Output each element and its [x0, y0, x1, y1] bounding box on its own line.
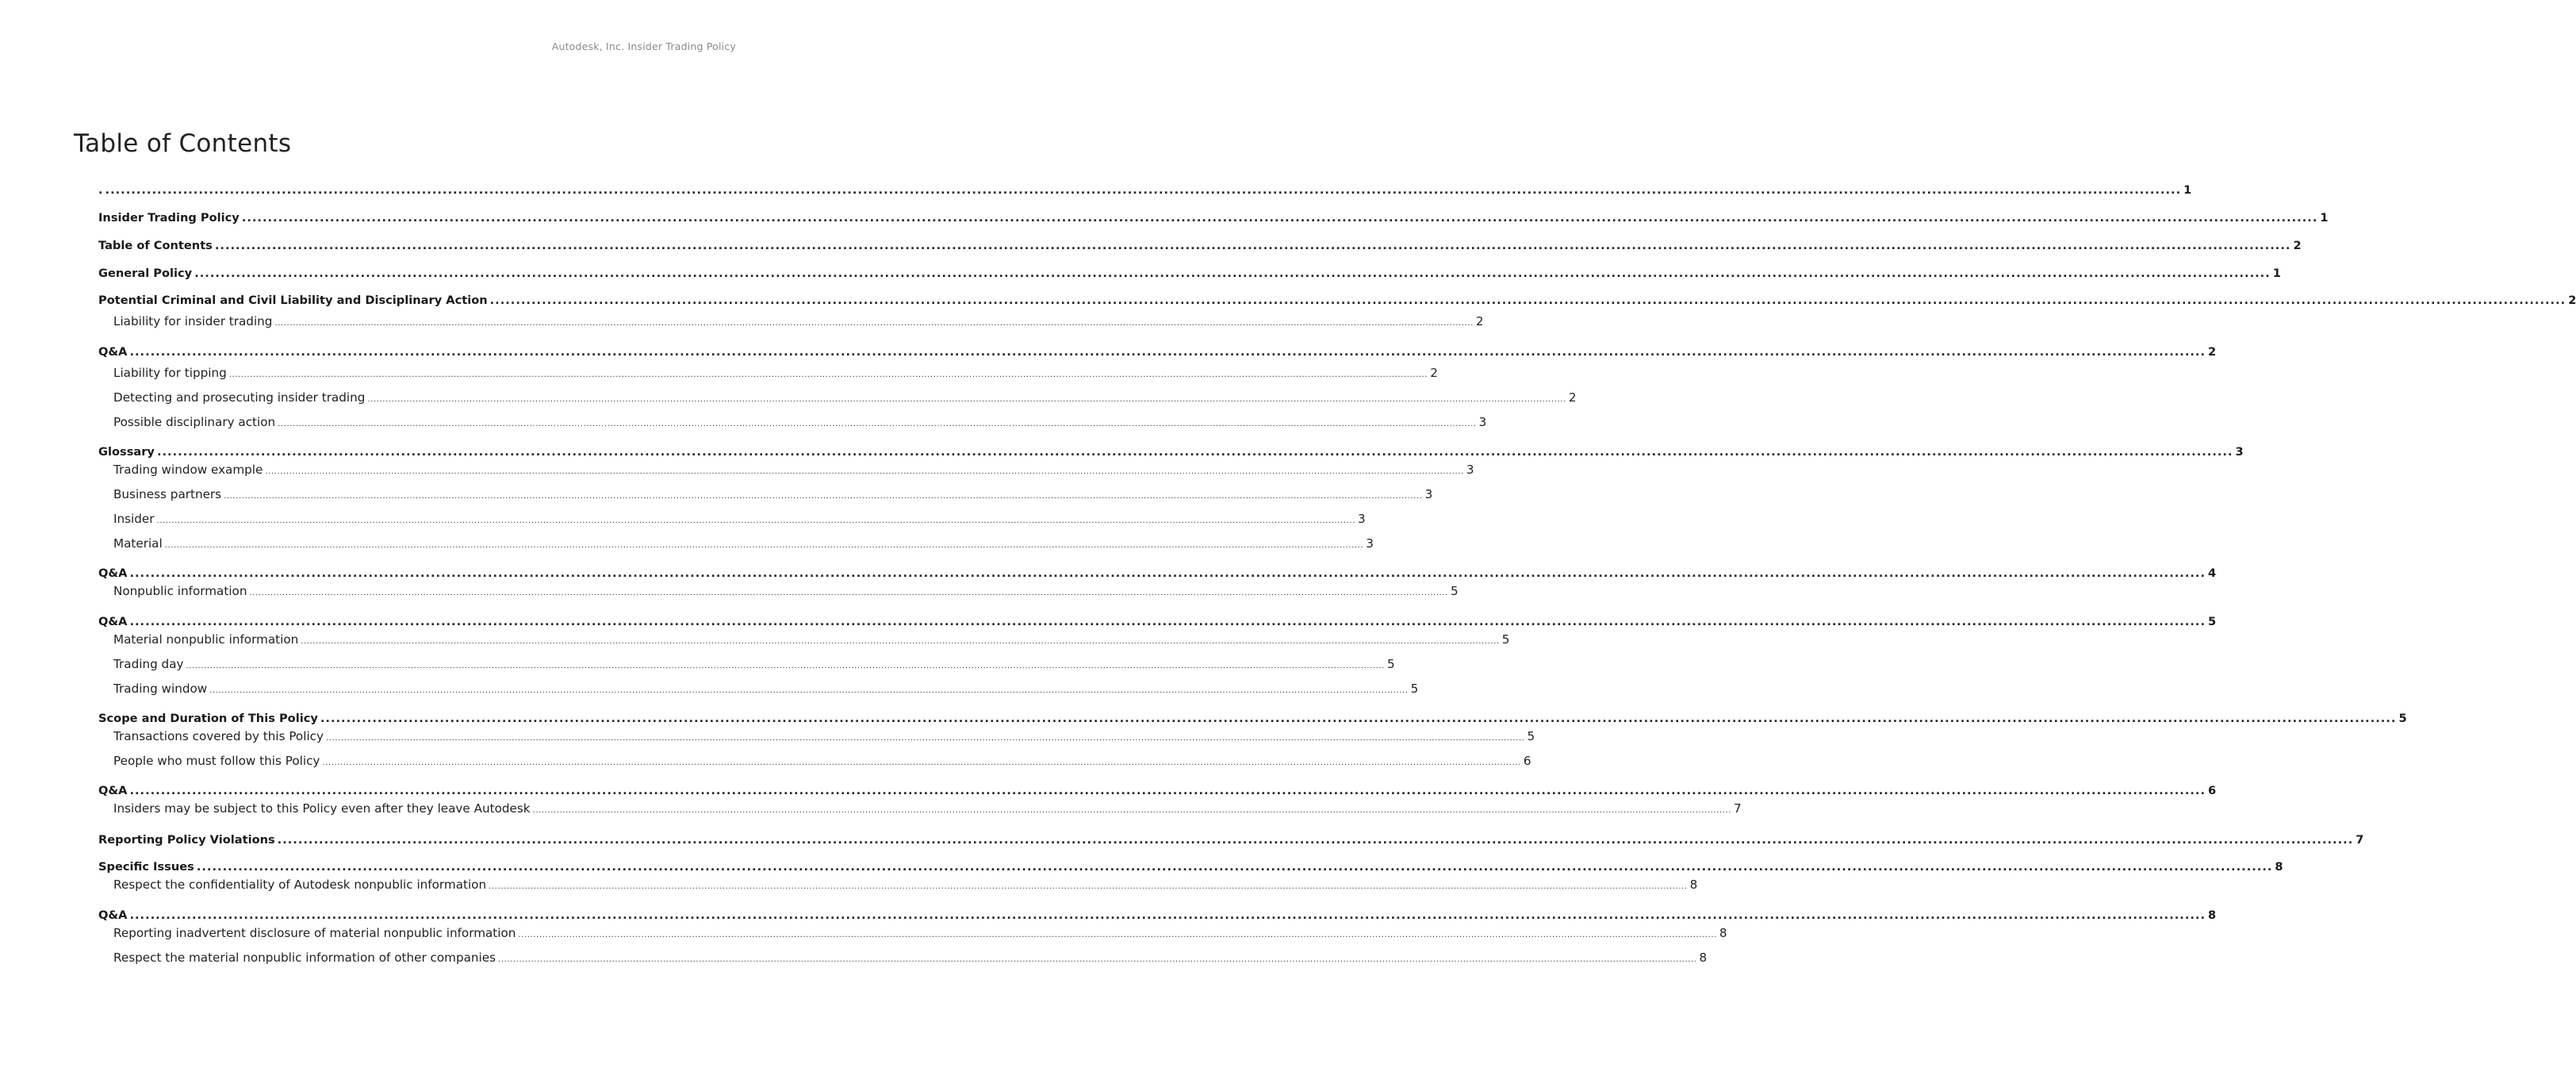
toc-subentry[interactable]	[98, 875, 1698, 897]
toc-entry-title: Glossary	[98, 445, 155, 459]
toc-subentry[interactable]	[98, 799, 1742, 820]
toc-leader-dots: ................................................................................................................................................................................................................................................................................................................................................................................................................	[156, 445, 2233, 459]
toc-leader-dots: ................................................................................................................................................................................................................................................................................................................................................................................................................	[532, 806, 1732, 815]
toc-leader-dots: ................................................................................................................................................................................................................................................................................................................................................................................................................	[129, 345, 2206, 359]
toc-heading-entry[interactable]	[98, 182, 2192, 198]
toc-entry-title: Table of Contents	[98, 239, 213, 252]
toc-page-number: 2	[1430, 366, 1438, 380]
toc-entry-title: Specific Issues	[98, 860, 194, 874]
toc-leader-dots: ................................................................................................................................................................................................................................................................................................................................................................................................................	[129, 615, 2206, 628]
toc-leader-dots: ................................................................................................................................................................................................................................................................................................................................................................................................................	[301, 637, 1500, 646]
toc-entry-title: Q&A	[98, 908, 128, 922]
toc-page-number: 3	[1357, 512, 1366, 526]
toc-leader-dots: ................................................................................................................................................................................................................................................................................................................................................................................................................	[224, 492, 1423, 501]
toc-entry-title: Reporting Policy Violations	[98, 833, 275, 847]
toc-page-number: 8	[1699, 951, 1708, 965]
toc-page-number: 5	[2398, 712, 2407, 725]
toc-subentry[interactable]	[98, 924, 1727, 945]
toc-page-number: 5	[1386, 657, 1395, 671]
toc-heading-entry[interactable]	[98, 908, 2217, 924]
toc-page-number: 8	[1719, 926, 1727, 940]
toc-page-number: 6	[2208, 784, 2217, 797]
toc-leader-dots: ................................................................................................................................................................................................................................................................................................................................................................................................................	[278, 420, 1477, 428]
toc-page-number: 2	[1568, 390, 1577, 405]
toc-heading-entry[interactable]	[98, 238, 2302, 254]
toc-page-number: 5	[2208, 615, 2217, 628]
toc-subentry[interactable]	[98, 655, 1395, 676]
toc-subentry[interactable]	[98, 948, 1708, 970]
toc-entry-title: Nonpublic information	[113, 584, 247, 598]
toc-leader-dots: ................................................................................................................................................................................................................................................................................................................................................................................................................	[249, 589, 1448, 597]
toc-page-number: 3	[2235, 445, 2244, 459]
toc-heading-entry[interactable]	[98, 859, 2283, 875]
toc-entry-title: Respect the confidentiality of Autodesk nonpublic information	[113, 878, 487, 892]
toc-heading-entry[interactable]	[98, 293, 2576, 309]
toc-page-number: 5	[1527, 729, 1535, 743]
toc-leader-dots: ................................................................................................................................................................................................................................................................................................................................................................................................................	[129, 908, 2206, 922]
toc-heading-entry[interactable]	[98, 783, 2217, 799]
toc-page-number: 2	[1475, 314, 1484, 328]
table-of-contents	[98, 182, 2576, 970]
toc-page-number: 3	[1366, 536, 1374, 551]
toc-leader-dots: ................................................................................................................................................................................................................................................................................................................................................................................................................	[367, 395, 1566, 404]
toc-leader-dots: ................................................................................................................................................................................................................................................................................................................................................................................................................	[228, 371, 1428, 379]
toc-entry-title: Trading window example	[113, 463, 263, 477]
toc-page-number: 5	[1501, 632, 1510, 647]
toc-leader-dots: ................................................................................................................................................................................................................................................................................................................................................................................................................	[241, 211, 2318, 225]
toc-leader-dots: ................................................................................................................................................................................................................................................................................................................................................................................................................	[194, 267, 2271, 280]
toc-entry-title: Q&A	[98, 784, 128, 797]
toc-entry-title: Q&A	[98, 345, 128, 359]
toc-subentry[interactable]	[98, 460, 1474, 482]
toc-page-number: 7	[2356, 833, 2364, 847]
toc-entry-title: Possible disciplinary action	[113, 415, 276, 429]
toc-entry-title: Trading window	[113, 682, 208, 696]
toc-page-number: 7	[1734, 801, 1742, 816]
toc-heading-entry[interactable]	[98, 266, 2281, 282]
toc-subentry[interactable]	[98, 727, 1535, 748]
toc-subentry[interactable]	[98, 630, 1510, 651]
toc-entry-title: Trading day	[113, 657, 184, 671]
toc-page-number: 1	[2320, 211, 2329, 225]
toc-subentry[interactable]	[98, 312, 1484, 333]
toc-entry-title: Liability for tipping	[113, 366, 227, 380]
toc-heading-entry[interactable]	[98, 344, 2217, 360]
toc-leader-dots: ................................................................................................................................................................................................................................................................................................................................................................................................................	[326, 734, 1525, 743]
toc-leader-dots: ................................................................................................................................................................................................................................................................................................................................................................................................................	[498, 955, 1697, 964]
toc-leader-dots: ................................................................................................................................................................................................................................................................................................................................................................................................................	[518, 931, 1717, 939]
toc-heading-entry[interactable]	[98, 566, 2217, 582]
toc-leader-dots: ................................................................................................................................................................................................................................................................................................................................................................................................................	[274, 319, 1474, 328]
toc-subentry[interactable]	[98, 485, 1433, 506]
toc-heading-entry[interactable]	[98, 711, 2407, 727]
toc-heading-entry[interactable]	[98, 210, 2329, 226]
toc-subentry[interactable]	[98, 509, 1366, 531]
toc-page-number: 5	[1410, 682, 1419, 696]
toc-page-number: 8	[1689, 878, 1698, 892]
toc-entry-title: Scope and Duration of This Policy	[98, 712, 318, 725]
toc-entry-title: Insider	[113, 512, 155, 526]
toc-leader-dots: ................................................................................................................................................................................................................................................................................................................................................................................................................	[322, 758, 1521, 767]
toc-page-number: 4	[2208, 566, 2217, 580]
toc-entry-title: Material	[113, 536, 163, 551]
toc-leader-dots: ................................................................................................................................................................................................................................................................................................................................................................................................................	[489, 294, 2566, 307]
toc-page-number: 3	[1424, 487, 1433, 501]
toc-entry-title: Insiders may be subject to this Policy even after they leave Autodesk	[113, 801, 531, 816]
toc-page-number: 3	[1466, 463, 1474, 477]
toc-leader-dots: ................................................................................................................................................................................................................................................................................................................................................................................................................	[320, 712, 2397, 725]
toc-page-number: 8	[2275, 860, 2283, 874]
toc-entry-title: Q&A	[98, 615, 128, 628]
toc-page-number: 2	[2208, 345, 2217, 359]
toc-page-number: 8	[2208, 908, 2217, 922]
toc-entry-title: Respect the material nonpublic information of other companies	[113, 951, 496, 965]
toc-entry-title: Q&A	[98, 566, 128, 580]
toc-leader-dots: ................................................................................................................................................................................................................................................................................................................................................................................................................	[209, 686, 1409, 695]
page-title: Table of Contents	[74, 129, 292, 158]
toc-subentry[interactable]	[98, 363, 1438, 385]
toc-entry-title: Potential Criminal and Civil Liability and Disciplinary Action	[98, 294, 488, 307]
toc-page-number: 3	[1478, 415, 1487, 429]
toc-entry-title: Reporting inadvertent disclosure of material nonpublic information	[113, 926, 516, 940]
toc-entry-title: General Policy	[98, 267, 193, 280]
toc-leader-dots: ................................................................................................................................................................................................................................................................................................................................................................................................................	[129, 566, 2206, 580]
toc-page-number: 1	[2272, 267, 2281, 280]
toc-page-number: 5	[1450, 584, 1459, 598]
toc-leader-dots: ................................................................................................................................................................................................................................................................................................................................................................................................................	[186, 662, 1385, 670]
toc-subentry[interactable]	[98, 534, 1374, 555]
toc-entry-title: Transactions covered by this Policy	[113, 729, 324, 743]
toc-page-number: 1	[2183, 183, 2192, 197]
toc-entry-title: People who must follow this Policy	[113, 754, 320, 768]
toc-leader-dots: ................................................................................................................................................................................................................................................................................................................................................................................................................	[265, 467, 1464, 476]
toc-leader-dots: ................................................................................................................................................................................................................................................................................................................................................................................................................	[129, 784, 2206, 797]
toc-subentry[interactable]	[98, 413, 1487, 434]
toc-subentry[interactable]	[98, 388, 1577, 409]
toc-heading-entry[interactable]	[98, 614, 2217, 630]
toc-page-number: 2	[2568, 294, 2576, 307]
running-header: Autodesk, Inc. Insider Trading Policy	[551, 40, 736, 52]
toc-subentry[interactable]	[98, 582, 1459, 603]
toc-leader-dots: ................................................................................................................................................................................................................................................................................................................................................................................................................	[277, 833, 2354, 847]
toc-leader-dots: ................................................................................................................................................................................................................................................................................................................................................................................................................	[105, 183, 2182, 197]
toc-leader-dots: ................................................................................................................................................................................................................................................................................................................................................................................................................	[156, 517, 1355, 525]
toc-entry-title: .	[98, 183, 103, 197]
toc-heading-entry[interactable]	[98, 832, 2364, 848]
toc-leader-dots: ................................................................................................................................................................................................................................................................................................................................................................................................................	[164, 541, 1364, 550]
toc-page-number: 2	[2293, 239, 2302, 252]
toc-subentry[interactable]	[98, 679, 1419, 701]
toc-leader-dots: ................................................................................................................................................................................................................................................................................................................................................................................................................	[214, 239, 2291, 252]
toc-heading-entry[interactable]	[98, 444, 2244, 460]
toc-page-number: 6	[1523, 754, 1531, 768]
toc-entry-title: Business partners	[113, 487, 222, 501]
toc-leader-dots: ................................................................................................................................................................................................................................................................................................................................................................................................................	[489, 882, 1688, 891]
toc-subentry[interactable]	[98, 751, 1531, 773]
toc-leader-dots: ................................................................................................................................................................................................................................................................................................................................................................................................................	[196, 860, 2273, 874]
toc-entry-title: Insider Trading Policy	[98, 211, 240, 225]
toc-entry-title: Liability for insider trading	[113, 314, 273, 328]
toc-entry-title: Material nonpublic information	[113, 632, 299, 647]
toc-entry-title: Detecting and prosecuting insider trading	[113, 390, 366, 405]
